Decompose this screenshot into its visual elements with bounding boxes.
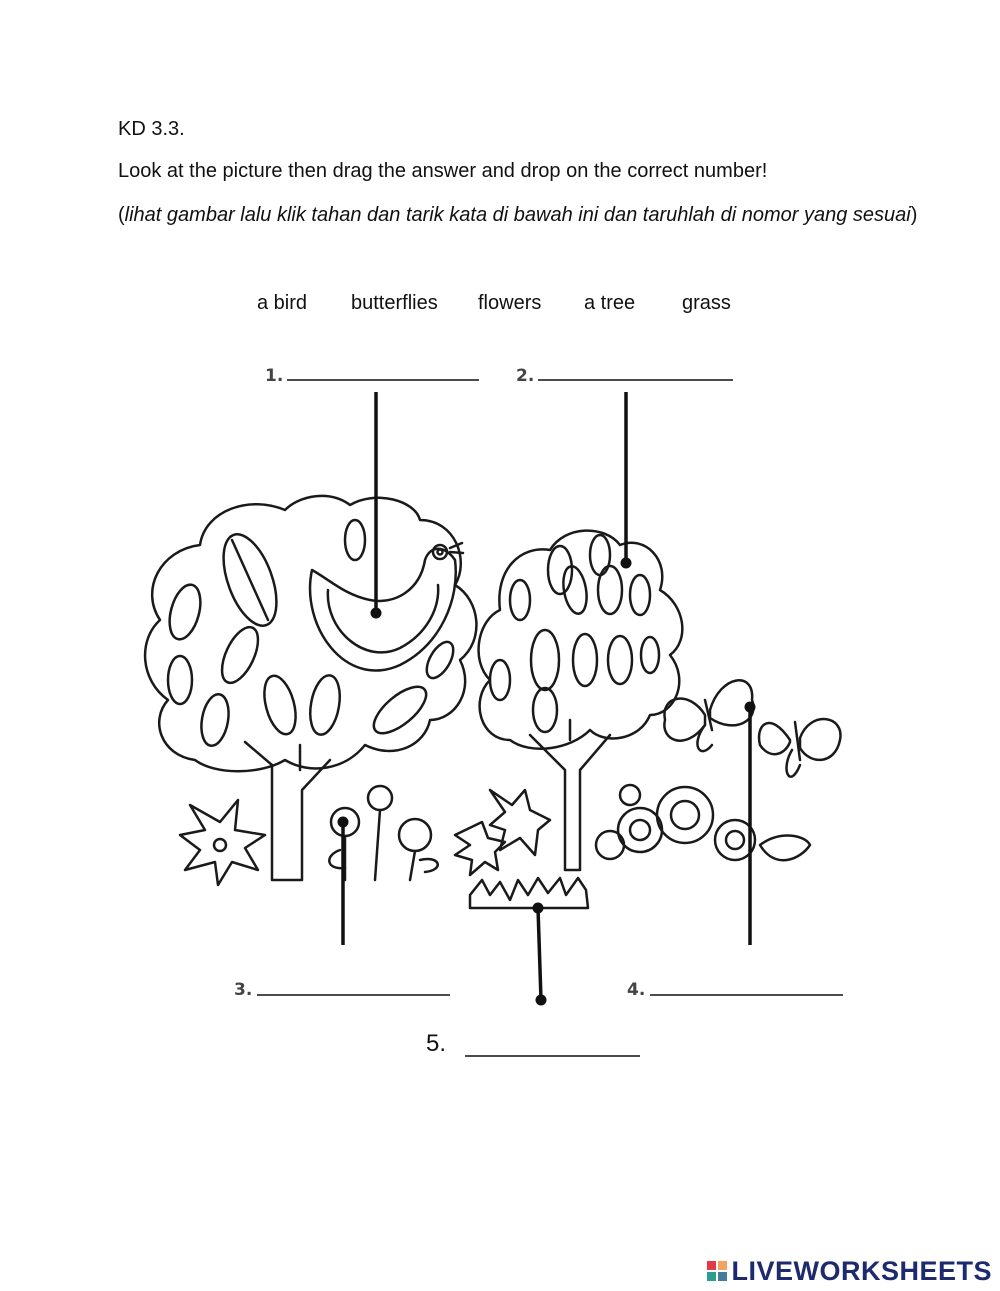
blank-5-number: 5. bbox=[426, 1030, 447, 1057]
liveworksheets-logo bbox=[707, 1254, 992, 1288]
instruction-text: Look at the picture then drag the answer and drop on the correct number! bbox=[118, 160, 768, 182]
blank-3-number: 3. bbox=[234, 980, 253, 1000]
instruction-translation: (lihat gambar lalu klik tahan dan tarik kata di bawah ini dan taruhlah di nomor yang sesuai) bbox=[118, 204, 918, 226]
blank-1-number: 1. bbox=[265, 366, 284, 386]
worksheet-code: KD 3.3. bbox=[118, 118, 185, 140]
bird-drawing bbox=[310, 543, 463, 671]
grass-drawing bbox=[470, 878, 588, 908]
drop-zone-4[interactable] bbox=[650, 971, 843, 995]
blank-2-number: 2. bbox=[516, 366, 535, 386]
second-tree-leaves bbox=[490, 535, 659, 732]
pointer-dot-2 bbox=[621, 558, 632, 569]
pointer-dot-5a bbox=[533, 903, 544, 914]
pointer-dot-1 bbox=[371, 608, 382, 619]
flowers-left bbox=[180, 786, 438, 885]
butterflies-drawing bbox=[664, 680, 840, 776]
flowers-right bbox=[596, 785, 810, 860]
second-tree-crown bbox=[479, 531, 683, 749]
pointer-dot-3 bbox=[338, 817, 349, 828]
word-flowers[interactable]: flowers bbox=[478, 292, 542, 314]
word-butterflies[interactable]: butterflies bbox=[351, 292, 438, 314]
word-a-tree[interactable]: a tree bbox=[584, 292, 636, 314]
drop-zone-2[interactable] bbox=[538, 356, 733, 380]
blank-4-number: 4. bbox=[627, 980, 646, 1000]
word-grass[interactable]: grass bbox=[682, 292, 731, 314]
big-tree-crown bbox=[145, 496, 476, 771]
pointer-dot-5b bbox=[536, 995, 547, 1006]
drop-zone-5[interactable] bbox=[465, 1032, 640, 1056]
drop-zone-1[interactable] bbox=[287, 356, 479, 380]
big-tree-leaves bbox=[164, 520, 458, 748]
logo-cubes-icon bbox=[707, 1261, 727, 1281]
word-a-bird[interactable]: a bird bbox=[257, 292, 308, 314]
brand-name: LIVEWORKSHEETS bbox=[731, 1255, 992, 1286]
flowers-middle bbox=[455, 790, 550, 875]
pointer-dot-4 bbox=[745, 702, 756, 713]
drop-zone-3[interactable] bbox=[257, 971, 450, 995]
